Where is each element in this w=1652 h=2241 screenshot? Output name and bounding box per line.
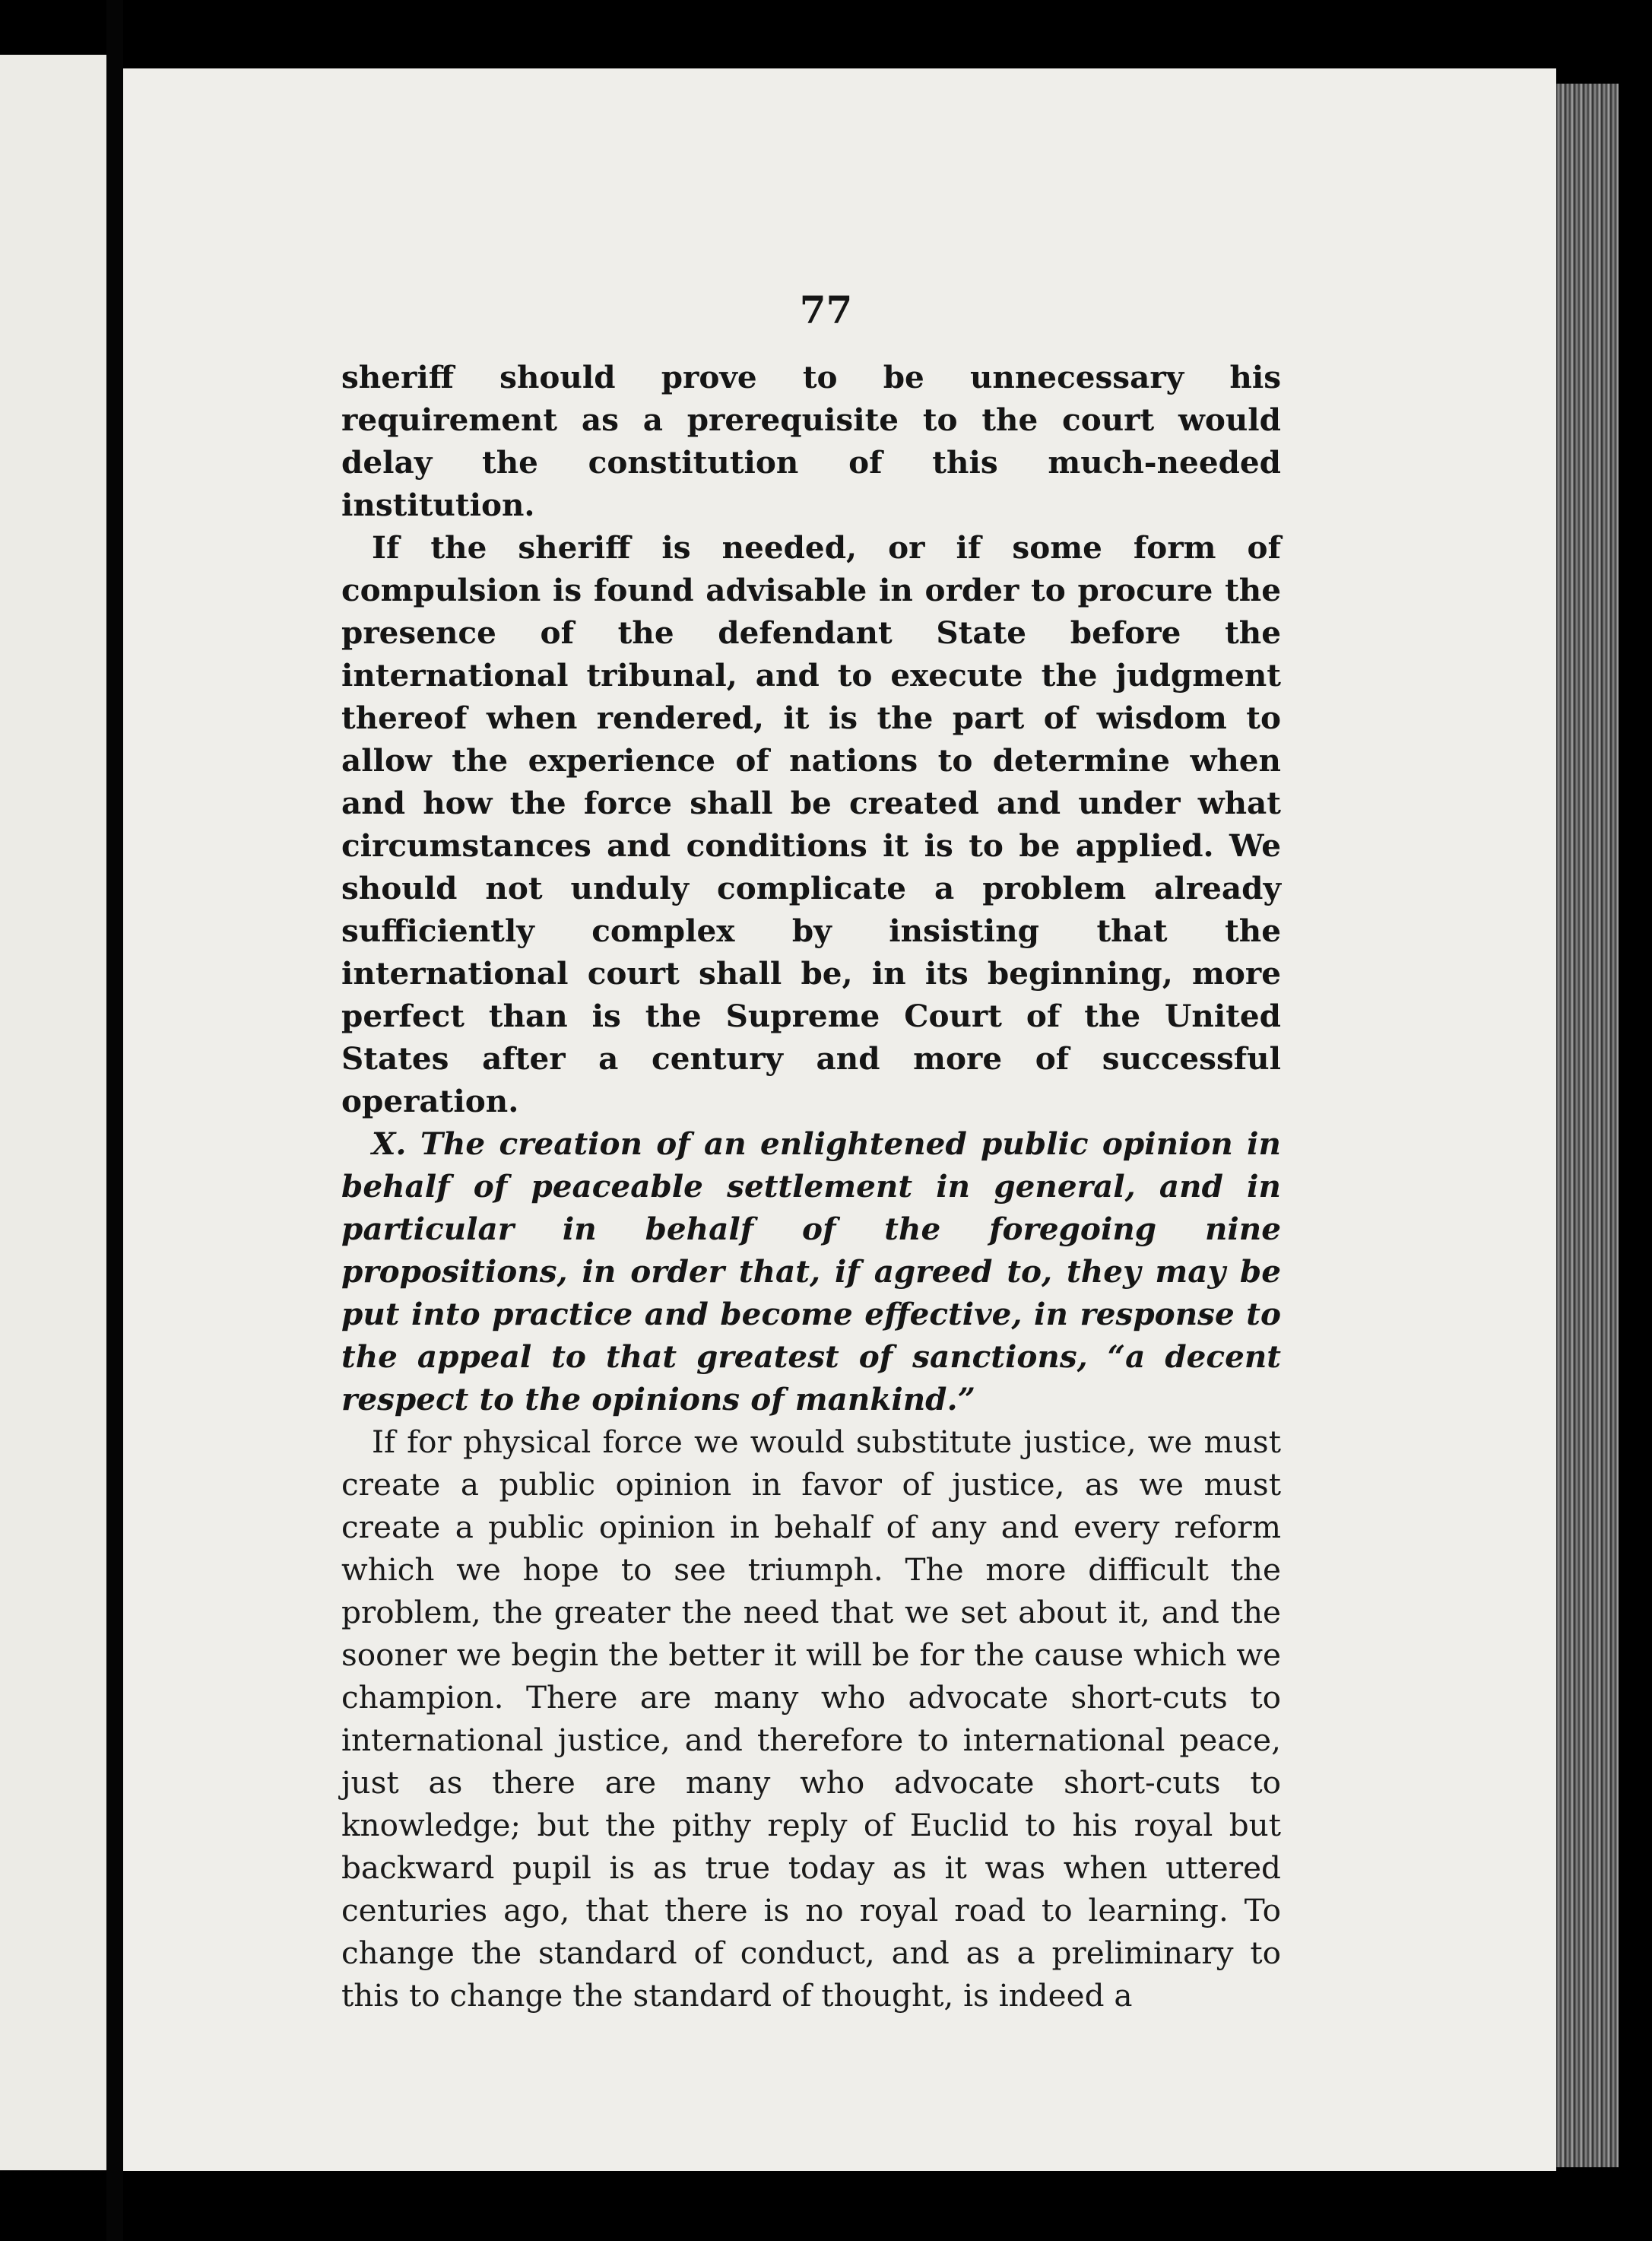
- page-stack-edge: [1556, 84, 1619, 2167]
- page-body-text: [341, 356, 1281, 2017]
- paragraph-sheriff: If the sheriff is needed, or if some form of compulsion is found advisable in order to procure the presence of the defendant State before the international tribunal, and to execute the judgment thereof when rendered, it is the part of wisdom to allow the experience of nations to determine when and how the force shall be created and under what circumstances and conditions it is to be applied. We should not unduly complicate a problem already sufficiently complex by insisting that the international court shall be, in its beginning, more perfect than is the Supreme Court of the United States after a century and more of successful operation.: [341, 529, 1281, 1119]
- paragraph-continuation: sheriff should prove to be unnecessary his requirement as a prerequisite to the court would delay the constitution of this much-needed institution.: [341, 359, 1281, 523]
- book-gutter: [106, 0, 123, 2241]
- paragraph-public-opinion: If for physical force we would substitute justice, we must create a public opinion in favor of justice, as we must create a public opinion in behalf of any and every reform which we hope to see triumph. The more difficult the problem, the greater the need that we set about it, and the sooner we begin the better it will be for the cause which we champion. There are many who advocate short-cuts to international justice, and therefore to international peace, just as there are many who advocate short-cuts to knowledge; but the pithy reply of Euclid to his royal but backward pupil is as true today as it was when uttered centuries ago, that there is no royal road to learning. To change the standard of conduct, and as a preliminary to this to change the standard of thought, is indeed a: [341, 1424, 1281, 2014]
- page-number: 77: [799, 287, 853, 332]
- proposition-ten: X. The creation of an enlightened public opinion in behalf of peaceable settlement in general, and in particular in behalf of the foregoing nine propositions, in order that, if agreed to, they may be put into practice and become effective, in response to the appeal to that greatest of sanctions, “a decent respect to the opinions of mankind.”: [341, 1125, 1281, 1417]
- facing-page-edge: [0, 55, 106, 2170]
